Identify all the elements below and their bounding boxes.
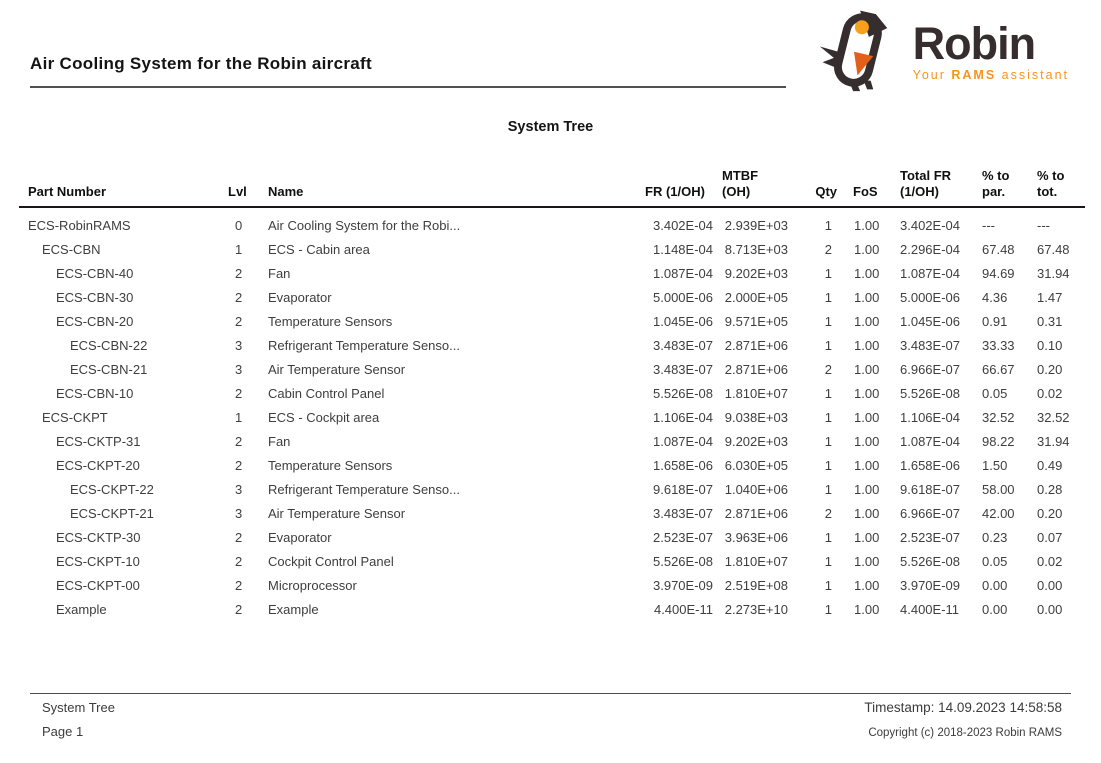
mtbf-cell: 2.519E+08	[724, 578, 788, 593]
pct-to-parent-cell: 67.48	[982, 242, 1015, 257]
title-divider	[30, 86, 786, 88]
pct-to-total-cell: 0.02	[1037, 386, 1063, 401]
footer-copyright: Copyright (c) 2018-2023 Robin RAMS	[868, 727, 1062, 739]
level-cell: 2	[235, 314, 243, 329]
name-cell: Air Temperature Sensor	[268, 506, 406, 521]
pct-to-parent-cell: 98.22	[982, 434, 1015, 449]
fr-cell: 2.523E-07	[653, 530, 713, 545]
name-cell: Air Temperature Sensor	[268, 362, 406, 377]
total-fr-cell: 4.400E-11	[900, 602, 960, 617]
name-cell: ECS - Cabin area	[268, 242, 370, 257]
part-number-cell: ECS-CBN-20	[56, 314, 134, 329]
level-cell: 2	[235, 578, 243, 593]
pct-to-total-cell: 1.47	[1037, 290, 1063, 305]
qty-cell: 1	[824, 290, 832, 305]
pct-to-total-cell: 67.48	[1037, 242, 1070, 257]
level-cell: 2	[235, 386, 243, 401]
table-row	[19, 430, 1085, 454]
part-number-cell: ECS-CKTP-30	[56, 530, 141, 545]
fr-cell: 1.148E-04	[653, 242, 713, 257]
fr-cell: 1.658E-06	[653, 458, 713, 473]
level-cell: 0	[235, 218, 243, 233]
pct-to-parent-cell: ---	[982, 218, 995, 233]
pct-to-total-cell: 0.31	[1037, 314, 1063, 329]
level-cell: 2	[235, 434, 243, 449]
column-header-tot: % to tot.	[1035, 168, 1085, 207]
table-row	[19, 334, 1085, 358]
part-number-cell: ECS-CKPT-21	[70, 506, 154, 521]
table-row	[19, 598, 1085, 622]
part-number-cell: ECS-CBN-10	[56, 386, 134, 401]
pct-to-parent-cell: 0.05	[982, 386, 1008, 401]
name-cell: Microprocessor	[268, 578, 357, 593]
column-header-1-oh: Total FR (1/OH)	[898, 168, 980, 207]
fr-cell: 1.087E-04	[653, 434, 713, 449]
qty-cell: 1	[824, 314, 832, 329]
fos-cell: 1.00	[854, 578, 880, 593]
total-fr-cell: 9.618E-07	[900, 482, 960, 497]
name-cell: Evaporator	[268, 290, 332, 305]
pct-to-parent-cell: 32.52	[982, 410, 1015, 425]
qty-cell: 1	[824, 410, 832, 425]
fr-cell: 3.483E-07	[653, 362, 713, 377]
table-row	[19, 526, 1085, 550]
fr-cell: 9.618E-07	[653, 482, 713, 497]
pct-to-parent-cell: 58.00	[982, 482, 1015, 497]
footer-timestamp: Timestamp: 14.09.2023 14:58:58	[864, 700, 1062, 715]
tagline-rams: RAMS	[951, 68, 997, 83]
name-cell: Cabin Control Panel	[268, 386, 385, 401]
pct-to-total-cell: 0.00	[1037, 578, 1063, 593]
qty-cell: 1	[824, 602, 832, 617]
qty-cell: 1	[824, 266, 832, 281]
table-row	[19, 454, 1085, 478]
level-cell: 2	[235, 266, 243, 281]
mtbf-cell: 2.871E+06	[724, 338, 788, 353]
table-row	[19, 207, 1085, 238]
page-title: Air Cooling System for the Robin aircraft	[30, 54, 372, 73]
part-number-cell: ECS-CBN-22	[70, 338, 148, 353]
pct-to-parent-cell: 42.00	[982, 506, 1015, 521]
name-cell: Cockpit Control Panel	[268, 554, 394, 569]
total-fr-cell: 5.000E-06	[900, 290, 960, 305]
part-number-cell: ECS-RobinRAMS	[28, 218, 131, 233]
level-cell: 1	[235, 410, 243, 425]
level-cell: 2	[235, 554, 243, 569]
column-header-oh: MTBF (OH)	[713, 168, 790, 207]
name-cell: Example	[268, 602, 319, 617]
table-row	[19, 574, 1085, 598]
fos-cell: 1.00	[854, 362, 880, 377]
mtbf-cell: 6.030E+05	[724, 458, 788, 473]
qty-cell: 2	[824, 242, 832, 257]
table-row	[19, 406, 1085, 430]
part-number-cell: ECS-CBN	[42, 242, 101, 257]
column-header-fr-1-oh: FR (1/OH)	[641, 168, 713, 207]
qty-cell: 1	[824, 458, 832, 473]
mtbf-cell: 2.871E+06	[724, 362, 788, 377]
column-header-name: Name	[268, 168, 641, 207]
logo-text	[913, 8, 1069, 82]
pct-to-total-cell: 0.20	[1037, 506, 1063, 521]
total-fr-cell: 2.296E-04	[900, 242, 960, 257]
fr-cell: 5.526E-08	[653, 554, 713, 569]
level-cell: 2	[235, 602, 243, 617]
pct-to-parent-cell: 0.05	[982, 554, 1008, 569]
qty-cell: 1	[824, 434, 832, 449]
fr-cell: 1.045E-06	[653, 314, 713, 329]
qty-cell: 1	[824, 530, 832, 545]
column-header-qty: Qty	[790, 168, 845, 207]
part-number-cell: ECS-CKPT-00	[56, 578, 140, 593]
level-cell: 2	[235, 290, 243, 305]
section-title: System Tree	[507, 119, 594, 135]
fr-cell: 3.402E-04	[653, 218, 713, 233]
level-cell: 1	[235, 242, 243, 257]
fos-cell: 1.00	[854, 530, 880, 545]
qty-cell: 1	[824, 386, 832, 401]
mtbf-cell: 2.273E+10	[724, 602, 788, 617]
tagline-prefix: Your	[912, 68, 952, 83]
pct-to-total-cell: ---	[1037, 218, 1050, 233]
pct-to-parent-cell: 4.36	[982, 290, 1008, 305]
pct-to-total-cell: 31.94	[1037, 434, 1070, 449]
fr-cell: 3.483E-07	[653, 338, 713, 353]
level-cell: 3	[235, 362, 243, 377]
table-row	[19, 238, 1085, 262]
table-row	[19, 358, 1085, 382]
pct-to-total-cell: 0.00	[1037, 602, 1063, 617]
pct-to-total-cell: 0.10	[1037, 338, 1063, 353]
level-cell: 2	[235, 530, 243, 545]
pct-to-total-cell: 0.28	[1037, 482, 1063, 497]
fos-cell: 1.00	[854, 386, 880, 401]
qty-cell: 1	[824, 218, 832, 233]
fos-cell: 1.00	[854, 410, 880, 425]
qty-cell: 1	[824, 554, 832, 569]
mtbf-cell: 9.202E+03	[724, 434, 788, 449]
fos-cell: 1.00	[854, 290, 880, 305]
column-header-fos: FoS	[845, 168, 898, 207]
name-cell: Temperature Sensors	[268, 458, 393, 473]
table-row	[19, 478, 1085, 502]
pct-to-parent-cell: 66.67	[982, 362, 1015, 377]
total-fr-cell: 3.970E-09	[900, 578, 960, 593]
part-number-cell: Example	[56, 602, 107, 617]
level-cell: 2	[235, 458, 243, 473]
part-number-cell: ECS-CKPT	[42, 410, 108, 425]
mtbf-cell: 2.939E+03	[724, 218, 788, 233]
fos-cell: 1.00	[854, 266, 880, 281]
qty-cell: 1	[824, 578, 832, 593]
pct-to-total-cell: 32.52	[1037, 410, 1070, 425]
total-fr-cell: 1.106E-04	[900, 410, 960, 425]
pct-to-parent-cell: 33.33	[982, 338, 1015, 353]
total-fr-cell: 1.658E-06	[900, 458, 960, 473]
fos-cell: 1.00	[854, 314, 880, 329]
mtbf-cell: 2.871E+06	[724, 506, 788, 521]
pct-to-total-cell: 31.94	[1037, 266, 1070, 281]
name-cell: Refrigerant Temperature Senso...	[268, 482, 460, 497]
table-row	[19, 382, 1085, 406]
name-cell: Fan	[268, 266, 291, 281]
total-fr-cell: 3.483E-07	[900, 338, 960, 353]
level-cell: 3	[235, 482, 243, 497]
total-fr-cell: 5.526E-08	[900, 386, 960, 401]
fos-cell: 1.00	[854, 338, 880, 353]
pct-to-total-cell: 0.07	[1037, 530, 1063, 545]
fos-cell: 1.00	[854, 482, 880, 497]
mtbf-cell: 3.963E+06	[724, 530, 788, 545]
mtbf-cell: 1.810E+07	[724, 386, 788, 401]
level-cell: 3	[235, 506, 243, 521]
total-fr-cell: 1.045E-06	[900, 314, 960, 329]
mtbf-cell: 9.202E+03	[724, 266, 788, 281]
pct-to-parent-cell: 0.23	[982, 530, 1008, 545]
part-number-cell: ECS-CBN-21	[70, 362, 148, 377]
pct-to-parent-cell: 0.00	[982, 578, 1008, 593]
name-cell: Temperature Sensors	[268, 314, 393, 329]
pct-to-parent-cell: 94.69	[982, 266, 1015, 281]
footer-report-name: System Tree	[42, 700, 115, 715]
column-header-par: % to par.	[980, 168, 1035, 207]
fos-cell: 1.00	[854, 554, 880, 569]
fos-cell: 1.00	[854, 458, 880, 473]
table-header-row	[19, 168, 1085, 207]
mtbf-cell: 9.038E+03	[724, 410, 788, 425]
mtbf-cell: 1.810E+07	[724, 554, 788, 569]
part-number-cell: ECS-CKPT-10	[56, 554, 140, 569]
qty-cell: 2	[824, 362, 832, 377]
column-header-lvl: Lvl	[228, 168, 268, 207]
logo-tagline	[913, 68, 1069, 82]
name-cell: ECS - Cockpit area	[268, 410, 380, 425]
part-number-cell: ECS-CKPT-20	[56, 458, 140, 473]
fos-cell: 1.00	[854, 434, 880, 449]
total-fr-cell: 2.523E-07	[900, 530, 960, 545]
fr-cell: 1.106E-04	[653, 410, 713, 425]
pct-to-parent-cell: 0.91	[982, 314, 1008, 329]
footer-page-number: Page 1	[42, 724, 84, 739]
name-cell: Air Cooling System for the Robi...	[268, 218, 461, 233]
part-number-cell: ECS-CBN-30	[56, 290, 134, 305]
column-header-part-number: Part Number	[19, 168, 228, 207]
part-number-cell: ECS-CKTP-31	[56, 434, 141, 449]
fr-cell: 4.400E-11	[653, 602, 713, 617]
pct-to-parent-cell: 0.00	[982, 602, 1008, 617]
robin-logo	[817, 8, 1069, 92]
total-fr-cell: 3.402E-04	[900, 218, 960, 233]
total-fr-cell: 5.526E-08	[900, 554, 960, 569]
fr-cell: 3.483E-07	[653, 506, 713, 521]
pct-to-total-cell: 0.49	[1037, 458, 1063, 473]
part-number-cell: ECS-CBN-40	[56, 266, 134, 281]
name-cell: Refrigerant Temperature Senso...	[268, 338, 460, 353]
fos-cell: 1.00	[854, 506, 880, 521]
fos-cell: 1.00	[854, 242, 880, 257]
qty-cell: 2	[824, 506, 832, 521]
fr-cell: 3.970E-09	[653, 578, 713, 593]
logo-brand-wordmark: Robin	[912, 18, 1036, 69]
part-number-cell: ECS-CKPT-22	[70, 482, 154, 497]
system-tree-table	[19, 168, 1085, 622]
name-cell: Fan	[268, 434, 291, 449]
fos-cell: 1.00	[854, 602, 880, 617]
mtbf-cell: 2.000E+05	[724, 290, 788, 305]
fr-cell: 5.000E-06	[653, 290, 713, 305]
mtbf-cell: 1.040E+06	[724, 482, 788, 497]
pct-to-total-cell: 0.02	[1037, 554, 1063, 569]
table-row	[19, 262, 1085, 286]
tagline-suffix: assistant	[996, 68, 1069, 83]
pct-to-parent-cell: 1.50	[982, 458, 1008, 473]
mtbf-cell: 9.571E+05	[724, 314, 788, 329]
table-row	[19, 502, 1085, 526]
qty-cell: 1	[824, 338, 832, 353]
pct-to-total-cell: 0.20	[1037, 362, 1063, 377]
qty-cell: 1	[824, 482, 832, 497]
fr-cell: 5.526E-08	[653, 386, 713, 401]
fos-cell: 1.00	[854, 218, 880, 233]
table-row	[19, 550, 1085, 574]
total-fr-cell: 6.966E-07	[900, 362, 960, 377]
total-fr-cell: 1.087E-04	[900, 266, 960, 281]
footer-divider	[30, 693, 1071, 694]
total-fr-cell: 6.966E-07	[900, 506, 960, 521]
fr-cell: 1.087E-04	[653, 266, 713, 281]
level-cell: 3	[235, 338, 243, 353]
table-row	[19, 286, 1085, 310]
total-fr-cell: 1.087E-04	[900, 434, 960, 449]
table-row	[19, 310, 1085, 334]
name-cell: Evaporator	[268, 530, 332, 545]
robin-bird-icon	[817, 8, 905, 92]
mtbf-cell: 8.713E+03	[724, 242, 788, 257]
